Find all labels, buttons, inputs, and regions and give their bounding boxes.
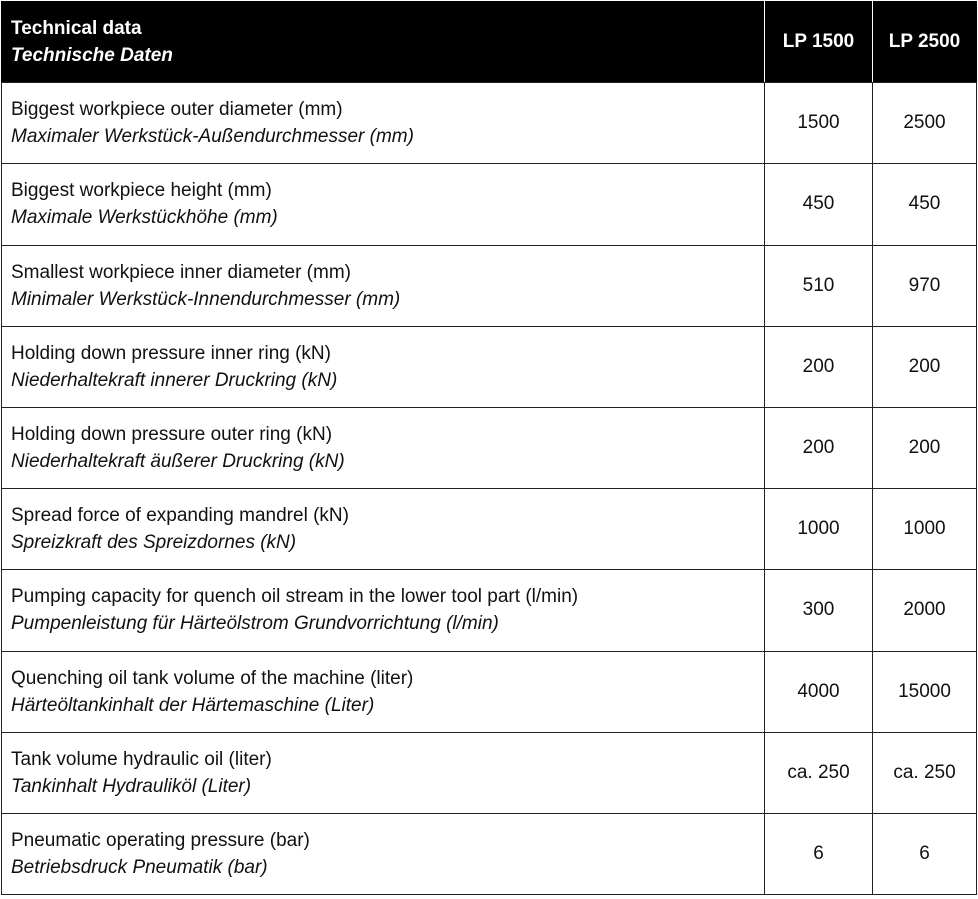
row-label-en: Tank volume hydraulic oil (liter) (11, 748, 272, 770)
row-label-en: Biggest workpiece height (mm) (11, 180, 272, 202)
row-label-en: Biggest workpiece outer diameter (mm) (11, 99, 343, 121)
row-label-de: Härteöltankinhalt der Härtemaschine (Liter) (11, 694, 375, 716)
value-lp1500: ca. 250 (765, 732, 873, 813)
row-label (2, 326, 765, 407)
value-lp2500: 6 (873, 813, 977, 894)
value-lp2500: 970 (873, 245, 977, 326)
row-label (2, 813, 765, 894)
row-label (2, 164, 765, 245)
row-label-de: Betriebsdruck Pneumatik (bar) (11, 856, 268, 878)
header-row (2, 2, 977, 83)
row-label-de: Niederhaltekraft äußerer Druckring (kN) (11, 451, 345, 473)
value-lp1500: 6 (765, 813, 873, 894)
row-label-en: Quenching oil tank volume of the machine (liter) (11, 667, 414, 689)
value-lp1500: 1500 (765, 83, 873, 164)
row-label-de: Maximale Werkstückhöhe (mm) (11, 207, 278, 229)
row-label-en: Holding down pressure outer ring (kN) (11, 424, 333, 446)
value-lp1500: 450 (765, 164, 873, 245)
value-lp1500: 300 (765, 570, 873, 651)
value-lp2500: 450 (873, 164, 977, 245)
value-lp2500: 2000 (873, 570, 977, 651)
row-label-en: Pneumatic operating pressure (bar) (11, 829, 310, 851)
table-row (2, 407, 977, 488)
row-label-en: Smallest workpiece inner diameter (mm) (11, 261, 351, 283)
column-header-lp2500: LP 2500 (873, 2, 977, 83)
header-title-cell (2, 2, 765, 83)
row-label-de: Niederhaltekraft innerer Druckring (kN) (11, 369, 338, 391)
row-label-de: Pumpenleistung für Härteölstrom Grundvorrichtung (l/min) (11, 613, 499, 635)
value-lp2500: 200 (873, 407, 977, 488)
table-row (2, 732, 977, 813)
value-lp1500: 510 (765, 245, 873, 326)
value-lp1500: 200 (765, 326, 873, 407)
value-lp1500: 200 (765, 407, 873, 488)
table-row (2, 164, 977, 245)
value-lp2500: 2500 (873, 83, 977, 164)
row-label-de: Spreizkraft des Spreizdornes (kN) (11, 532, 297, 554)
table-row (2, 245, 977, 326)
table-header (2, 2, 977, 83)
row-label (2, 83, 765, 164)
row-label-en: Pumping capacity for quench oil stream in the lower tool part (l/min) (11, 586, 579, 608)
row-label (2, 489, 765, 570)
value-lp2500: ca. 250 (873, 732, 977, 813)
row-label (2, 407, 765, 488)
row-label-en: Holding down pressure inner ring (kN) (11, 342, 331, 364)
table-row (2, 570, 977, 651)
row-label-de: Minimaler Werkstück-Innendurchmesser (mm) (11, 288, 401, 310)
row-label-en: Spread force of expanding mandrel (kN) (11, 505, 349, 527)
header-title-en: Technical data (11, 18, 142, 40)
value-lp1500: 1000 (765, 489, 873, 570)
table-row (2, 813, 977, 894)
row-label-de: Tankinhalt Hydrauliköl (Liter) (11, 775, 252, 797)
value-lp2500: 200 (873, 326, 977, 407)
row-label (2, 570, 765, 651)
column-header-lp1500: LP 1500 (765, 2, 873, 83)
row-label (2, 732, 765, 813)
value-lp1500: 4000 (765, 651, 873, 732)
row-label-de: Maximaler Werkstück-Außendurchmesser (mm) (11, 126, 414, 148)
value-lp2500: 1000 (873, 489, 977, 570)
header-title-de: Technische Daten (11, 45, 173, 67)
table-body (2, 83, 977, 895)
row-label (2, 245, 765, 326)
table-row (2, 651, 977, 732)
value-lp2500: 15000 (873, 651, 977, 732)
technical-data-table (1, 1, 977, 895)
table-row (2, 489, 977, 570)
row-label (2, 651, 765, 732)
table-row (2, 326, 977, 407)
table-row (2, 83, 977, 164)
